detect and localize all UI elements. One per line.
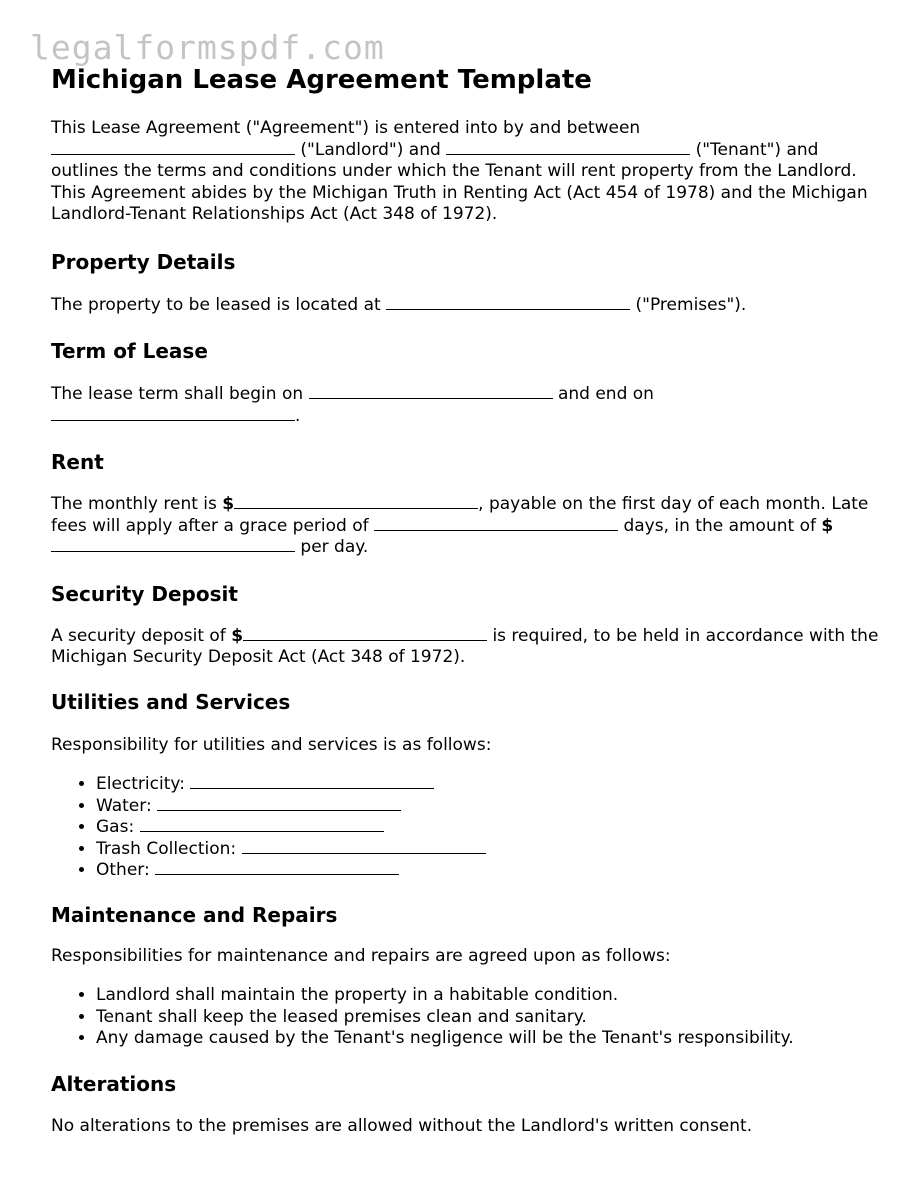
maintenance-heading: Maintenance and Repairs (51, 902, 338, 927)
deposit-amount-blank[interactable] (243, 639, 487, 641)
late-fee-amount-blank[interactable] (51, 550, 295, 552)
page-title: Michigan Lease Agreement Template (51, 65, 592, 95)
intro-text: This Lease Agreement ("Agreement") is entered into by and between (51, 118, 641, 138)
deposit-paragraph (51, 626, 881, 669)
utility-label: Gas: (96, 817, 135, 837)
late-fee-currency: $ (821, 515, 834, 536)
list-item: • Any damage caused by the Tenant's negligence will be the Tenant's responsibility. (96, 1028, 881, 1050)
premises-label: ("Premises"). (635, 294, 747, 315)
term-end-text: and end on (557, 384, 654, 404)
list-item (96, 774, 881, 796)
list-item: • Landlord shall maintain the property in a habitable condition. (96, 985, 881, 1007)
grace-period-blank[interactable] (374, 529, 618, 531)
maintenance-list (51, 985, 881, 1050)
alterations-text: No alterations to the premises are allowed without the Landlord's written consent. (51, 1115, 753, 1136)
term-of-lease-heading: Term of Lease (51, 339, 208, 363)
list-item (96, 796, 881, 818)
utility-label: Other: (96, 860, 150, 880)
per-day-text: per day. (300, 537, 369, 557)
deposit-terms-text: is required, to be held in accordance with the Michigan Security Deposit Act (Act 348 of 1972). (51, 625, 879, 667)
list-item (96, 860, 881, 882)
utility-label: Water: (96, 795, 152, 816)
rent-terms-text: , payable on the first day of each month. Late fees will apply after a grace period of (51, 494, 869, 536)
landlord-name-blank[interactable] (51, 153, 295, 155)
lease-document (51, 62, 881, 1137)
utilities-intro: Responsibility for utilities and services is as follows: (51, 734, 492, 755)
deposit-currency: $ (231, 625, 244, 646)
term-start-text: The lease term shall begin on (51, 384, 304, 404)
term-period: . (295, 405, 301, 426)
utility-label: Electricity: (96, 774, 185, 794)
watermark-text: legalformspdf.com (30, 28, 385, 67)
utilities-list (51, 774, 881, 882)
list-item (96, 839, 881, 861)
rent-heading: Rent (51, 450, 104, 474)
intro-paragraph (51, 118, 881, 226)
monthly-rent-blank[interactable] (234, 507, 478, 509)
late-fee-text: days, in the amount of (623, 515, 816, 536)
list-item (96, 817, 881, 839)
electricity-blank[interactable] (190, 787, 434, 789)
landlord-label: ("Landlord") and (300, 139, 441, 160)
maintenance-intro: Responsibilities for maintenance and repairs are agreed upon as follows: (51, 945, 671, 966)
property-paragraph (51, 295, 881, 317)
rent-currency: $ (222, 494, 235, 514)
security-deposit-heading: Security Deposit (51, 581, 238, 606)
water-blank[interactable] (157, 809, 401, 811)
alterations-heading: Alterations (51, 1071, 177, 1096)
deposit-text: A security deposit of (51, 625, 226, 646)
tenant-label: ("Tenant") and outlines the terms and conditions under which the Tenant will rent property from the Landlord. This Agreement abides by the Michigan Truth in Renting Act (Act 454 of 1978) and the Michigan Landlord-Tenant Relationships Act (Act 348 of 1972). (51, 139, 868, 224)
gas-blank[interactable] (140, 830, 384, 832)
property-text: The property to be leased is located at (51, 294, 381, 315)
trash-collection-blank[interactable] (242, 852, 486, 854)
property-details-heading: Property Details (51, 249, 236, 274)
rent-text: The monthly rent is (51, 494, 217, 514)
rent-paragraph (51, 494, 881, 559)
other-blank[interactable] (155, 873, 399, 875)
list-item: • Tenant shall keep the leased premises clean and sanitary. (96, 1007, 881, 1029)
utilities-heading: Utilities and Services (51, 689, 291, 714)
tenant-name-blank[interactable] (446, 153, 690, 155)
term-paragraph (51, 384, 881, 427)
property-address-blank[interactable] (386, 308, 630, 310)
lease-start-date-blank[interactable] (309, 397, 553, 399)
utility-label: Trash Collection: (96, 838, 237, 859)
lease-end-date-blank[interactable] (51, 419, 295, 421)
